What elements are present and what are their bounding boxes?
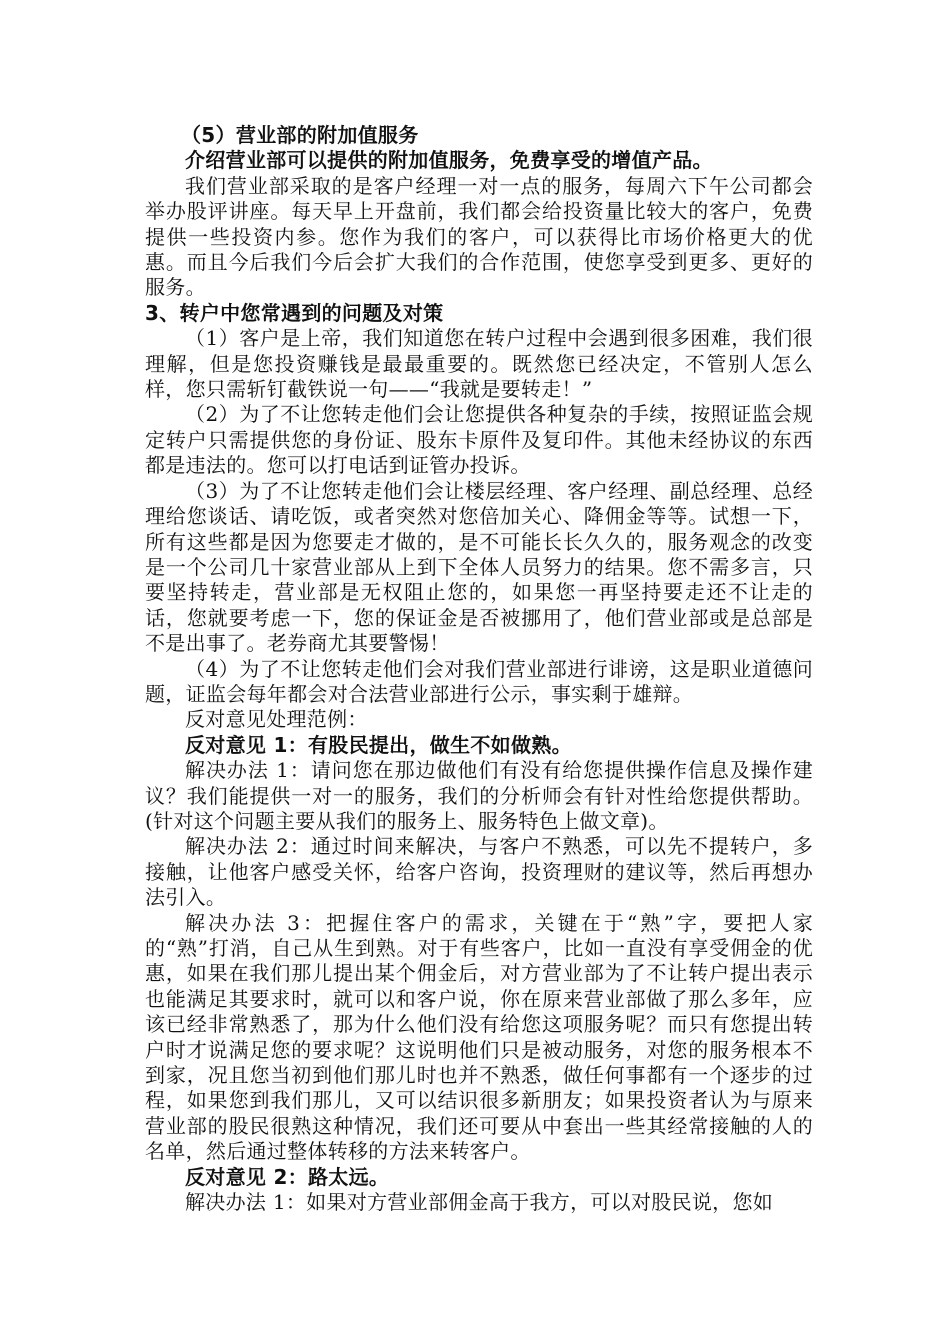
examples-label: 反对意见处理范例： bbox=[185, 707, 368, 732]
solution-1-2-paragraph: 解决办法 2：通过时间来解决，与客户不熟悉，可以先不提转户，多接触，让他客户感受关怀，给客户咨询，投资理财的建议等，然后再想办法引入。 bbox=[145, 834, 813, 910]
solution-1-1-paragraph: 解决办法 1：请问您在那边做他们有没有给您提供操作信息及操作建议？我们能提供一对一的服务，我们的分析师会有针对性给您提供帮助。(针对这个问题主要从我们的服务上、服务特色上做文章)。 bbox=[145, 758, 813, 833]
solution-1-3-paragraph: 解决办法 3：把握住客户的需求，关键在于“熟”字，要把人家的“熟”打消，自己从生到熟。对于有些客户，比如一直没有享受佣金的优惠，如果在我们那儿提出某个佣金后，对方营业部为了不让转户提出表示也能满足其要求时，就可以和客户说，你在原来营业部做了那么多年，应该已经非常熟悉了，那为什么他们没有给您这项服务呢？而只有您提出转户时才说满足您的要求呢？这说明他们只是被动服务，对您的服务根本不到家，况且您当初到他们那儿时也并不熟悉，做任何事都有一个逐步的过程，如果您到我们那儿，又可以结识很多新朋友；如果投资者认为与原来营业部的股民很熟这种情况，我们还可要从中套出一些其经常接触的人的名单，然后通过整体转移的方法来转客户。 bbox=[145, 910, 813, 1164]
section-3-heading: 3、转户中您常遇到的问题及对策 bbox=[145, 300, 444, 325]
item-4-paragraph: （4）为了不让您转走他们会对我们营业部进行诽谤，这是职业道德问题，证监会每年都会对合法营业部进行公示，事实剩于雄辩。 bbox=[145, 656, 813, 706]
objection-2-heading: 反对意见 2：路太远。 bbox=[185, 1164, 390, 1189]
item-1-paragraph: （1）客户是上帝，我们知道您在转户过程中会遇到很多困难，我们很理解，但是您投资赚钱是最最重要的。既然您已经决定，不管别人怎么样，您只需斩钉截铁说一句——“我就是要转走！” bbox=[145, 326, 813, 402]
solution-2-1-paragraph: 解决办法 1：如果对方营业部佣金高于我方，可以对股民说，您如 bbox=[185, 1190, 774, 1215]
item-3-paragraph: （3）为了不让您转走他们会让楼层经理、客户经理、副总经理、总经理给您谈话、请吃饭，或者突然对您倍加关心、降佣金等等。试想一下，所有这些都是因为您要走才做的，是不可能长长久久的，服务观念的改变是一个公司几十家营业部从上到下全体人员努力的结果。您不需多言，只要坚持转走，营业部是无权阻止您的，如果您一再坚持要走还不让走的话，您就要考虑一下，您的保证金是否被挪用了，他们营业部或是总部是不是出事了。老券商尤其要警惕！ bbox=[145, 478, 813, 656]
section-5-intro: 介绍营业部可以提供的附加值服务，免费享受的增值产品。 bbox=[185, 148, 713, 173]
section-5-heading: （5）营业部的附加值服务 bbox=[181, 123, 419, 147]
document-body bbox=[145, 123, 813, 1215]
objection-1-heading: 反对意见 1：有股民提出，做生不如做熟。 bbox=[185, 732, 572, 757]
item-2-paragraph: （2）为了不让您转走他们会让您提供各种复杂的手续，按照证监会规定转户只需提供您的身份证、股东卡原件及复印件。其他未经协议的东西都是违法的。您可以打电话到证管办投诉。 bbox=[145, 402, 813, 478]
section-5-body: 我们营业部采取的是客户经理一对一点的服务，每周六下午公司都会举办股评讲座。每天早上开盘前，我们都会给投资量比较大的客户，免费提供一些投资内参。您作为我们的客户，可以获得比市场价格更大的优惠。而且今后我们今后会扩大我们的合作范围，使您享受到更多、更好的服务。 bbox=[145, 173, 813, 300]
